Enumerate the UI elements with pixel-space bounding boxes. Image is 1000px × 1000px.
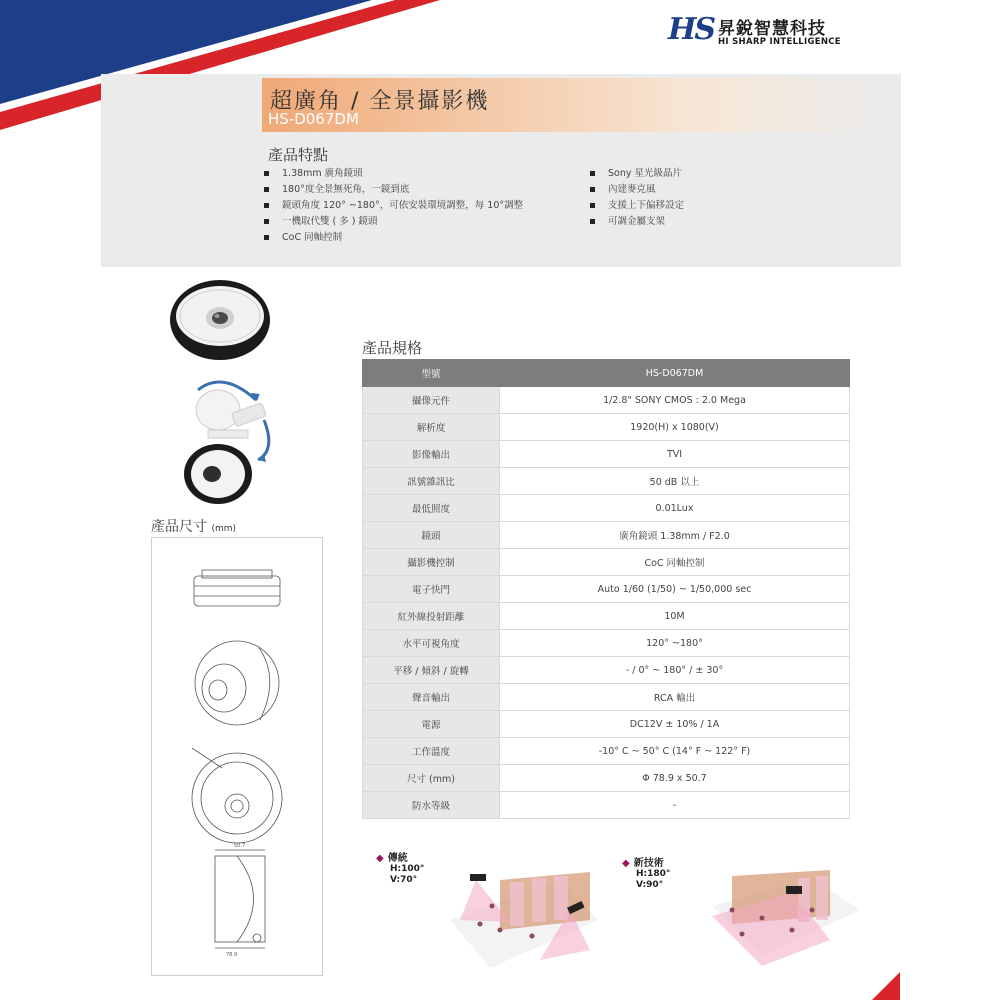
features-list-left (264, 166, 523, 246)
spec-value: - (500, 792, 850, 819)
feature-item: 1.38mm 廣角鏡頭 (264, 166, 523, 182)
dimension-label-bottom: 78.9 (226, 952, 238, 958)
spec-value: - / 0° ~ 180° / ± 30° (500, 657, 850, 684)
spec-key: 影像輸出 (363, 441, 500, 468)
corner-accent-decoration (872, 972, 900, 1000)
dimensions-unit: (mm) (211, 524, 237, 534)
new-tech-coverage-illustration (702, 866, 862, 976)
table-row (363, 576, 850, 603)
feature-item: 支援上下偏移設定 (590, 198, 684, 214)
camera-rotation-diagram (178, 370, 278, 510)
legend-new-tech-h: H:180° (636, 869, 671, 879)
specs-table (362, 359, 850, 819)
diamond-icon: ◆ (622, 858, 630, 869)
spec-value: Auto 1/60 (1/50) ~ 1/50,000 sec (500, 576, 850, 603)
spec-value: TVI (500, 441, 850, 468)
spec-value: 0.01Lux (500, 495, 850, 522)
legend-traditional-h: H:100° (390, 864, 425, 874)
table-row (363, 738, 850, 765)
spec-value: CoC 同軸控制 (500, 549, 850, 576)
legend-new-tech-label: 新技術 (633, 858, 664, 869)
dimensions-title (151, 516, 236, 536)
feature-item: 可調金屬支架 (590, 214, 684, 230)
feature-item: CoC 同軸控制 (264, 230, 523, 246)
spec-value: -10° C ~ 50° C (14° F ~ 122° F) (500, 738, 850, 765)
spec-key: 紅外線投射距離 (363, 603, 500, 630)
legend-new-tech (622, 858, 670, 891)
feature-item: Sony 星光級晶片 (590, 166, 684, 182)
spec-value: RCA 輸出 (500, 684, 850, 711)
legend-new-tech-v: V:90° (636, 880, 664, 890)
camera-photo-top (168, 278, 272, 362)
spec-key: 攝影機控制 (363, 549, 500, 576)
table-row (363, 414, 850, 441)
table-row (363, 684, 850, 711)
legend-traditional-v: V:70° (390, 875, 418, 885)
product-model: HS-D067DM (268, 110, 359, 128)
spec-key: 尺寸 (mm) (363, 765, 500, 792)
spec-value: DC12V ± 10% / 1A (500, 711, 850, 738)
feature-item: 內建麥克風 (590, 182, 684, 198)
brand-name-cn: 昇銳智慧科技 (718, 19, 826, 39)
spec-value: 廣角鏡頭 1.38mm / F2.0 (500, 522, 850, 549)
spec-key: 電子快門 (363, 576, 500, 603)
feature-item: 一機取代雙 ( 多 ) 鏡頭 (264, 214, 523, 230)
spec-key: 訊號雜訊比 (363, 468, 500, 495)
spec-value: 10M (500, 603, 850, 630)
spec-value: 50 dB 以上 (500, 468, 850, 495)
diamond-icon: ◆ (376, 853, 384, 864)
table-row (363, 522, 850, 549)
table-header-row (363, 360, 850, 387)
table-header-key: 型號 (363, 360, 500, 387)
spec-key: 鏡頭 (363, 522, 500, 549)
logo-mark: HS (668, 12, 715, 47)
spec-key: 水平可視角度 (363, 630, 500, 657)
traditional-coverage-illustration (440, 860, 600, 970)
table-row (363, 387, 850, 414)
spec-value: Φ 78.9 x 50.7 (500, 765, 850, 792)
dimension-label-top: 50.7 (234, 843, 246, 849)
spec-key: 聲音輸出 (363, 684, 500, 711)
specs-title: 產品規格 (362, 339, 423, 357)
dimension-line-drawings (152, 538, 322, 975)
spec-value: 1920(H) x 1080(V) (500, 414, 850, 441)
dimensions-title-text: 產品尺寸 (151, 519, 207, 535)
table-row (363, 603, 850, 630)
features-list-right (590, 166, 684, 230)
table-row (363, 765, 850, 792)
table-row (363, 657, 850, 684)
camera-icon (470, 874, 486, 881)
spec-key: 工作溫度 (363, 738, 500, 765)
spec-key: 平移 / 傾斜 / 旋轉 (363, 657, 500, 684)
spec-key: 電源 (363, 711, 500, 738)
spec-key: 防水等級 (363, 792, 500, 819)
table-row (363, 495, 850, 522)
feature-item: 180°度全景無死角，一鏡到底 (264, 182, 523, 198)
table-row (363, 549, 850, 576)
dimensions-drawing-box (151, 537, 323, 976)
product-title: 超廣角 / 全景攝影機 (270, 89, 490, 114)
table-row (363, 630, 850, 657)
spec-key: 最低照度 (363, 495, 500, 522)
feature-item: 鏡頭角度 120° ~180°，可依安裝環境調整，每 10°調整 (264, 198, 523, 214)
spec-value: 1/2.8" SONY CMOS : 2.0 Mega (500, 387, 850, 414)
legend-traditional (376, 853, 424, 886)
spec-key: 攝像元件 (363, 387, 500, 414)
features-title: 產品特點 (268, 146, 329, 164)
legend-traditional-label: 傳統 (387, 853, 408, 864)
spec-value: 120° ~180° (500, 630, 850, 657)
table-row (363, 792, 850, 819)
spec-key: 解析度 (363, 414, 500, 441)
camera-icon (786, 886, 802, 894)
brand-logo (668, 12, 848, 52)
table-row (363, 711, 850, 738)
brand-name-en: HI SHARP INTELLIGENCE (718, 37, 841, 47)
table-header-value: HS-D067DM (500, 360, 850, 387)
table-row (363, 441, 850, 468)
table-row (363, 468, 850, 495)
